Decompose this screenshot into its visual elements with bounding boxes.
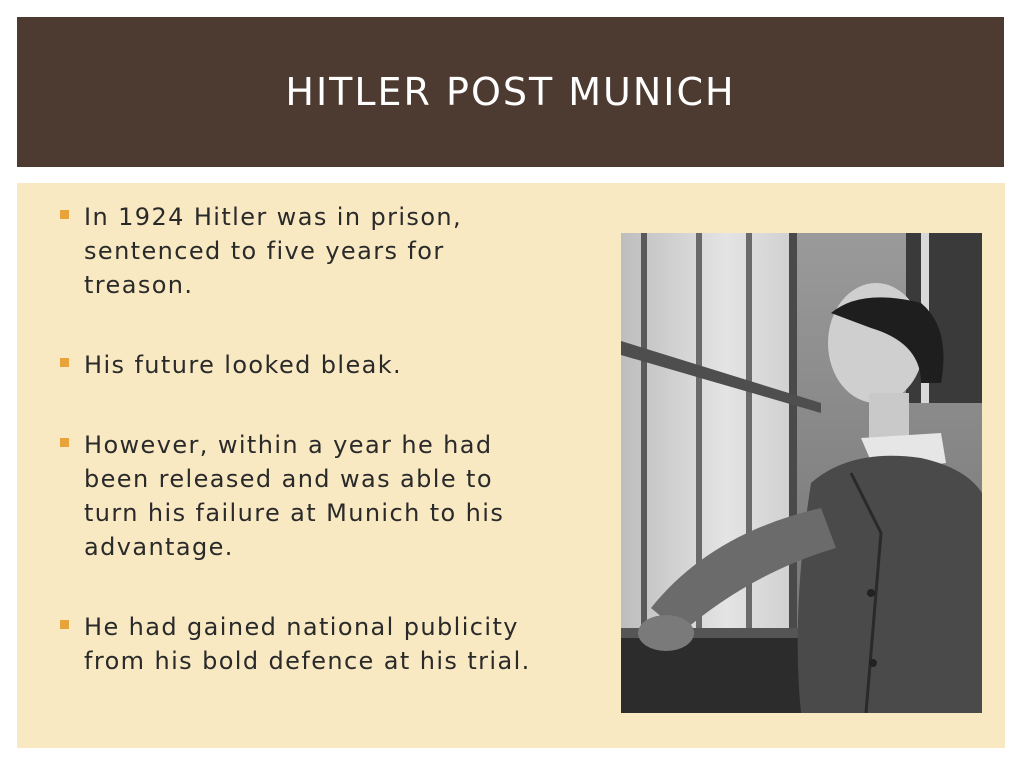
bullet-marker-icon <box>60 210 69 219</box>
bullet-marker-icon <box>60 438 69 447</box>
bullet-list <box>44 200 544 724</box>
bullet-marker-icon <box>60 620 69 629</box>
bullet-text: His future looked bleak. <box>84 351 403 379</box>
bullet-text: He had gained national publicity from his bold defence at his trial. <box>84 613 531 675</box>
bullet-marker-icon <box>60 358 69 367</box>
portrait-photo-icon <box>621 233 982 713</box>
bullet-item <box>44 348 544 382</box>
portrait-photo <box>621 233 982 713</box>
bullet-text: In 1924 Hitler was in prison, sentenced to five years for treason. <box>84 203 463 299</box>
bullet-text: However, within a year he had been released and was able to turn his failure at Munich to his advantage. <box>84 431 505 561</box>
bullet-item <box>44 200 544 302</box>
bullet-item <box>44 428 544 564</box>
bullet-item <box>44 610 544 678</box>
slide-title: HITLER POST MUNICH <box>285 70 736 114</box>
title-banner <box>17 17 1004 167</box>
